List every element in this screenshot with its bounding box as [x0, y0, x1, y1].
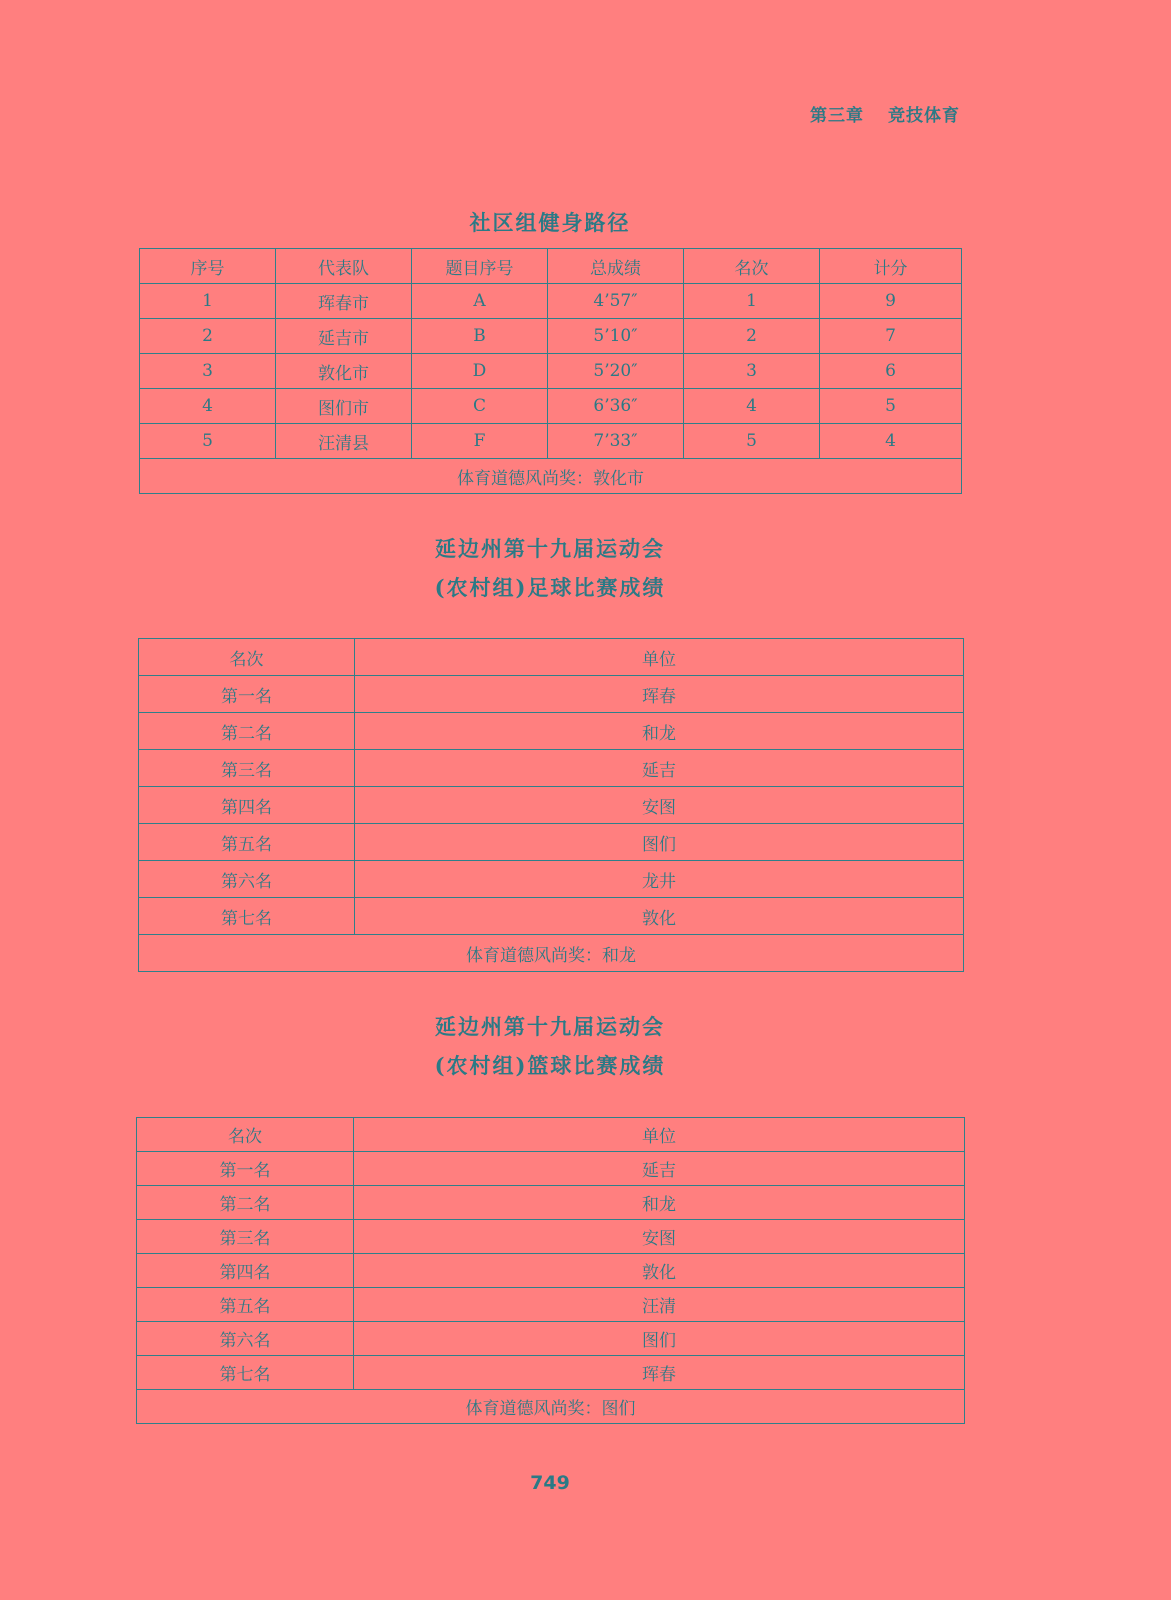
table-row — [137, 1152, 965, 1186]
unit-cell: 敦化 — [355, 898, 964, 935]
table-cell: 延吉市 — [276, 319, 412, 354]
chapter-label: 第三章 — [810, 106, 864, 126]
football-results-table — [138, 638, 964, 972]
table-cell: 5 — [820, 389, 962, 424]
unit-cell: 汪清 — [354, 1288, 965, 1322]
table-cell: 2 — [684, 319, 820, 354]
table-row — [137, 1186, 965, 1220]
rank-cell: 第二名 — [137, 1186, 354, 1220]
table-row — [139, 750, 964, 787]
table-cell: 7 — [820, 319, 962, 354]
rank-cell: 第一名 — [139, 676, 355, 713]
table-cell: 6’36″ — [548, 389, 684, 424]
table-header-row — [139, 639, 964, 676]
unit-cell: 龙井 — [355, 861, 964, 898]
fitness-path-table — [139, 248, 962, 494]
table-cell: 4’57″ — [548, 284, 684, 319]
table1-title: 社区组健身路径 — [469, 210, 631, 235]
table-cell: C — [412, 389, 548, 424]
unit-cell: 珲春 — [355, 676, 964, 713]
unit-cell: 敦化 — [354, 1254, 965, 1288]
column-header: 单位 — [355, 639, 964, 676]
rank-cell: 第三名 — [139, 750, 355, 787]
table-row — [137, 1356, 965, 1390]
table2-title-line2: (农村组)足球比赛成绩 — [434, 575, 666, 600]
column-header: 名次 — [684, 249, 820, 284]
table-row — [137, 1288, 965, 1322]
table-cell: 敦化市 — [276, 354, 412, 389]
unit-cell: 延吉 — [354, 1152, 965, 1186]
award-row — [140, 459, 962, 494]
table-cell: 5’20″ — [548, 354, 684, 389]
column-header: 总成绩 — [548, 249, 684, 284]
table-cell: D — [412, 354, 548, 389]
table-cell: A — [412, 284, 548, 319]
column-header: 序号 — [140, 249, 276, 284]
table-cell: 7’33″ — [548, 424, 684, 459]
table-row — [140, 354, 962, 389]
table-cell: F — [412, 424, 548, 459]
table-header-row — [137, 1118, 965, 1152]
chapter-header — [810, 101, 960, 126]
table-cell: 4 — [820, 424, 962, 459]
column-header: 名次 — [139, 639, 355, 676]
table-cell: 2 — [140, 319, 276, 354]
unit-cell: 和龙 — [355, 713, 964, 750]
unit-cell: 安图 — [355, 787, 964, 824]
award-row — [137, 1390, 965, 1424]
unit-cell: 延吉 — [355, 750, 964, 787]
table-row — [140, 319, 962, 354]
unit-cell: 图们 — [355, 824, 964, 861]
table-cell: 6 — [820, 354, 962, 389]
table-cell: 3 — [684, 354, 820, 389]
table-cell: 3 — [140, 354, 276, 389]
table-cell: 珲春市 — [276, 284, 412, 319]
award-cell: 体育道德风尚奖：和龙 — [139, 935, 964, 972]
column-header: 代表队 — [276, 249, 412, 284]
rank-cell: 第三名 — [137, 1220, 354, 1254]
section-label: 竞技体育 — [888, 106, 960, 126]
basketball-results-table — [136, 1117, 965, 1424]
table-cell: 4 — [140, 389, 276, 424]
table2-title-line1: 延边州第十九届运动会 — [435, 536, 665, 561]
table-header-row — [140, 249, 962, 284]
table-row — [140, 389, 962, 424]
table-cell: B — [412, 319, 548, 354]
table-row — [140, 424, 962, 459]
table-cell: 1 — [684, 284, 820, 319]
rank-cell: 第七名 — [137, 1356, 354, 1390]
column-header: 题目序号 — [412, 249, 548, 284]
table-cell: 5 — [684, 424, 820, 459]
table-row — [139, 824, 964, 861]
rank-cell: 第六名 — [137, 1322, 354, 1356]
award-cell: 体育道德风尚奖：图们 — [137, 1390, 965, 1424]
table3-title-line2: (农村组)篮球比赛成绩 — [434, 1053, 666, 1078]
rank-cell: 第七名 — [139, 898, 355, 935]
table-row — [137, 1254, 965, 1288]
table-cell: 4 — [684, 389, 820, 424]
rank-cell: 第四名 — [139, 787, 355, 824]
table-cell: 5 — [140, 424, 276, 459]
rank-cell: 第一名 — [137, 1152, 354, 1186]
table-row — [137, 1220, 965, 1254]
award-row — [139, 935, 964, 972]
table-cell: 5’10″ — [548, 319, 684, 354]
table-row — [139, 787, 964, 824]
table-row — [140, 284, 962, 319]
rank-cell: 第五名 — [139, 824, 355, 861]
column-header: 名次 — [137, 1118, 354, 1152]
unit-cell: 珲春 — [354, 1356, 965, 1390]
table-row — [137, 1322, 965, 1356]
rank-cell: 第二名 — [139, 713, 355, 750]
table3-title-line1: 延边州第十九届运动会 — [435, 1014, 665, 1039]
unit-cell: 安图 — [354, 1220, 965, 1254]
unit-cell: 图们 — [354, 1322, 965, 1356]
rank-cell: 第五名 — [137, 1288, 354, 1322]
table-cell: 图们市 — [276, 389, 412, 424]
table-cell: 1 — [140, 284, 276, 319]
table-row — [139, 676, 964, 713]
award-cell: 体育道德风尚奖：敦化市 — [140, 459, 962, 494]
table-row — [139, 898, 964, 935]
unit-cell: 和龙 — [354, 1186, 965, 1220]
column-header: 单位 — [354, 1118, 965, 1152]
column-header: 计分 — [820, 249, 962, 284]
rank-cell: 第六名 — [139, 861, 355, 898]
page-number: 749 — [530, 1472, 570, 1494]
rank-cell: 第四名 — [137, 1254, 354, 1288]
table-cell: 9 — [820, 284, 962, 319]
table-row — [139, 713, 964, 750]
table-cell: 汪清县 — [276, 424, 412, 459]
table-row — [139, 861, 964, 898]
